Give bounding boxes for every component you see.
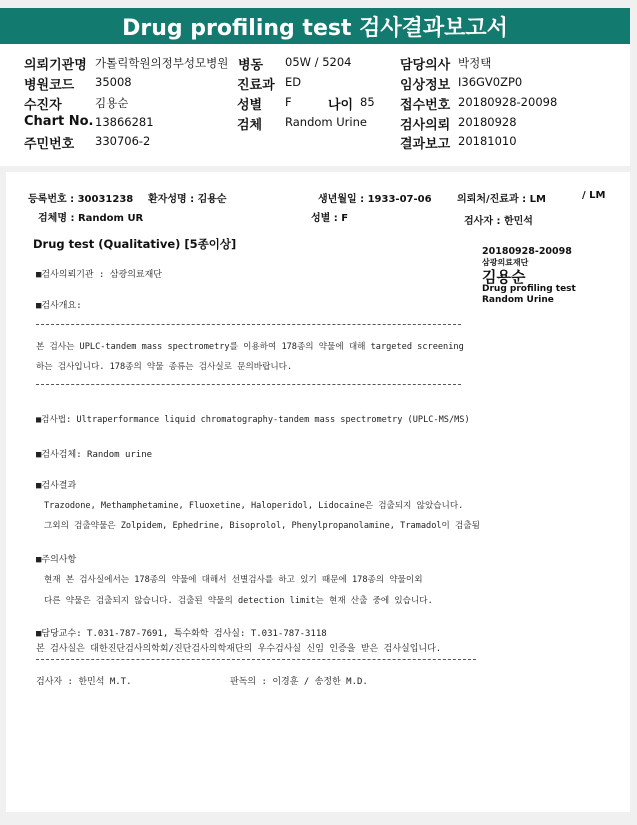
- hospital-code-value: 35008: [95, 75, 132, 89]
- age-label: 나이: [328, 98, 354, 113]
- age-value: 85: [360, 95, 375, 109]
- sex-label: 성별: [237, 98, 263, 113]
- result-heading: ■검사결과: [36, 481, 77, 491]
- report-title: Drug profiling test 검사결과보고서: [0, 8, 630, 44]
- patient-name: 환자성명 : 김용순: [148, 194, 227, 205]
- sex-value: F: [285, 95, 292, 109]
- caution-line-1: 현재 본 검사실에서는 178종의 약물에 대해서 선별검사를 하고 있기 때문에 178종의 약물이외: [44, 575, 423, 585]
- contact-line: ■담당교수: T.031-787-7691, 특수화학 검사실: T.031-787-3118: [36, 629, 327, 639]
- overview-line-1: 본 검사는 UPLC-tandem mass spectrometry를 이용하여 178종의 약물에 대해 targeted screening: [36, 342, 464, 352]
- tester-line: 검사자 : 한민석 M.T.: [36, 677, 132, 687]
- institution-value: 가톨릭학원의정부성모병원: [95, 56, 229, 70]
- header-info: [0, 44, 630, 166]
- birth-date: 생년월일 : 1933-07-06: [318, 194, 432, 205]
- specimen-value: Random Urine: [285, 115, 367, 129]
- specimen-name: 검체명 : Random UR: [38, 213, 144, 224]
- requesting-dept: 의뢰처/진료과 : LM: [457, 194, 546, 205]
- ward-label: 병동: [238, 58, 264, 73]
- ssn-label: 주민번호: [24, 137, 75, 152]
- dept-label: 진료과: [237, 78, 275, 93]
- dept-value: ED: [285, 75, 302, 89]
- stamp-test: Drug profiling test: [482, 284, 576, 294]
- result-line-2: 그외의 검출약물은 Zolpidem, Ephedrine, Bisoprolol, Phenylpropanolamine, Tramadol이 검출됨: [44, 521, 480, 531]
- stamp-specimen: Random Urine: [482, 295, 554, 305]
- doctor-value: 박정택: [458, 56, 492, 70]
- hospital-code-label: 병원코드: [24, 78, 75, 93]
- clinical-info-label: 임상정보: [400, 78, 451, 93]
- request-label: 검사의뢰: [400, 118, 451, 133]
- method: ■검사법: Ultraperformance liquid chromatography-tandem mass spectrometry (UPLC-MS/MS): [36, 415, 470, 425]
- specimen-label: 검체: [237, 118, 263, 133]
- report-document: [6, 172, 630, 812]
- lab-institution: ■검사의뢰기관 : 삼광의료재단: [36, 270, 163, 280]
- report-examiner: 검사자 : 한민석: [464, 216, 533, 227]
- doctor-label: 담당의사: [400, 58, 451, 73]
- chart-label: Chart No.: [24, 114, 94, 129]
- reviewer-line: 판독의 : 이경훈 / 송정한 M.D.: [230, 677, 368, 687]
- requesting-dept-2: / LM: [582, 190, 606, 201]
- chart-value: 13866281: [95, 115, 154, 129]
- overview-heading: ■검사개요:: [36, 301, 82, 311]
- result-line-1: Trazodone, Methamphetamine, Fluoxetine, Haloperidol, Lidocaine은 검출되지 않았습니다.: [44, 501, 464, 511]
- stamp-number: 20180928-20098: [482, 246, 572, 257]
- request-value: 20180928: [458, 115, 517, 129]
- ssn-value: 330706-2: [95, 134, 151, 148]
- patient-value: 김용순: [95, 96, 129, 110]
- stamp-name: 김용순: [482, 268, 526, 286]
- report-sex: 성별 : F: [311, 213, 349, 224]
- caution-heading: ■주의사항: [36, 555, 77, 565]
- divider: [36, 659, 476, 660]
- overview-line-2: 하는 검사입니다. 178종의 약물 종류는 검사실로 문의바랍니다.: [36, 362, 293, 372]
- result-label: 결과보고: [400, 137, 451, 152]
- receipt-label: 접수번호: [400, 98, 451, 113]
- divider: [36, 324, 461, 325]
- reg-no: 등록번호 : 30031238: [28, 194, 134, 205]
- result-value: 20181010: [458, 134, 517, 148]
- institution-label: 의뢰기관명: [24, 58, 87, 73]
- certification-line: 본 검사실은 대한진단검사의학회/진단검사의학재단의 우수검사실 신임 인증을 받은 검사실입니다.: [36, 644, 442, 654]
- stamp-institution: 삼광의료재단: [482, 258, 529, 267]
- test-title: Drug test (Qualitative) [5종이상]: [33, 237, 237, 251]
- patient-label: 수진자: [24, 98, 62, 113]
- caution-line-2: 다른 약물은 검출되지 않습니다. 검출된 약물의 detection limit는 현재 산출 중에 있습니다.: [44, 596, 433, 606]
- ward-value: 05W / 5204: [285, 55, 352, 69]
- receipt-value: 20180928-20098: [458, 95, 558, 109]
- clinical-info-value: I36GV0ZP0: [458, 75, 523, 89]
- specimen-line: ■검사검체: Random urine: [36, 450, 153, 460]
- divider: [36, 384, 461, 385]
